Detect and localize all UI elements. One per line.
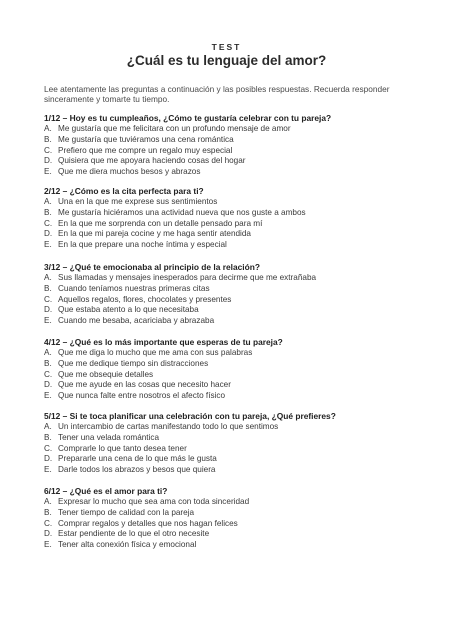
option-letter: A. (44, 273, 52, 282)
option-letter: A. (44, 197, 52, 206)
option-text: Comprar regalos y detalles que nos hagan felices (58, 518, 238, 528)
page-title: ¿Cuál es tu lenguaje del amor? (126, 53, 327, 68)
question-block (44, 337, 424, 402)
option-letter: A. (44, 497, 52, 506)
option-text: Aquellos regalos, flores, chocolates y presentes (58, 294, 232, 304)
answer-option (44, 305, 424, 316)
option-letter: B. (44, 432, 52, 442)
option-letter: B. (44, 358, 52, 368)
option-text: Me gustaría que me felicitara con un profundo mensaje de amor (58, 124, 291, 133)
option-text: En la que prepare una noche íntima y especial (58, 240, 227, 250)
option-letter: B. (44, 207, 52, 217)
option-text: Prefiero que me compre un regalo muy especial (58, 145, 233, 155)
answer-option (44, 295, 424, 306)
option-letter: D. (44, 454, 53, 464)
question-title: 4/12 – ¿Qué es lo más importante que esperas de tu pareja? (44, 337, 283, 347)
option-text: Que me ayude en las cosas que necesito hacer (58, 380, 231, 390)
answer-option (44, 208, 424, 219)
question-block (44, 486, 424, 551)
answer-option (44, 359, 424, 370)
option-letter: B. (44, 134, 52, 144)
question-title: 6/12 – ¿Qué es el amor para ti? (44, 486, 168, 496)
answer-option (44, 454, 424, 465)
answer-option (44, 444, 424, 455)
answer-option (44, 465, 424, 476)
question-block (44, 186, 424, 251)
question-title: 1/12 – Hoy es tu cumpleaños, ¿Cómo te gustaría celebrar con tu pareja? (44, 113, 332, 123)
option-letter: A. (44, 422, 52, 431)
answer-option (44, 197, 424, 208)
option-text: Sus llamadas y mensajes inesperados para decirme que me extrañaba (58, 273, 317, 282)
answer-option (44, 156, 424, 167)
answer-option (44, 433, 424, 444)
question-block (44, 113, 424, 178)
answer-option (44, 380, 424, 391)
option-letter: E. (44, 391, 52, 401)
answer-option (44, 529, 424, 540)
option-text: Cuando teníamos nuestras primeras citas (58, 283, 210, 293)
option-letter: A. (44, 124, 52, 133)
answer-option (44, 167, 424, 178)
answer-option (44, 124, 424, 135)
option-letter: C. (44, 218, 53, 228)
option-text: Que me dedique tiempo sin distracciones (58, 358, 209, 368)
option-letter: B. (44, 283, 52, 293)
answer-option (44, 229, 424, 240)
option-letter: C. (44, 443, 53, 453)
option-text: Tener una velada romántica (58, 432, 160, 442)
answer-option (44, 219, 424, 230)
option-letter: C. (44, 518, 53, 528)
answer-option (44, 284, 424, 295)
option-letter: E. (44, 167, 52, 177)
option-text: Comprarle lo que tanto desea tener (58, 443, 187, 453)
option-letter: C. (44, 369, 53, 379)
option-text: Que me diera muchos besos y abrazos (58, 167, 201, 177)
answer-option (44, 370, 424, 381)
question-block (44, 411, 424, 476)
option-text: Que me obsequie detalles (58, 369, 154, 379)
option-text: Estar pendiente de lo que el otro necesite (58, 529, 210, 539)
intro-text: Lee atentamente las preguntas a continuación y las posibles respuestas. Recuerda responder sinceramente y tomarte tu tiempo. (44, 84, 390, 104)
option-letter: D. (44, 380, 53, 390)
option-text: Que me diga lo mucho que me ama con sus palabras (58, 348, 253, 357)
option-letter: E. (44, 240, 52, 250)
option-text: Prepararle una cena de lo que más le gusta (58, 454, 217, 464)
option-letter: A. (44, 348, 52, 357)
option-letter: C. (44, 145, 53, 155)
answer-option (44, 391, 424, 402)
option-letter: B. (44, 507, 52, 517)
answer-option (44, 519, 424, 530)
answer-option (44, 146, 424, 157)
answer-option (44, 540, 424, 551)
answer-option (44, 422, 424, 433)
option-letter: E. (44, 540, 52, 550)
option-text: Tener tiempo de calidad con la pareja (58, 507, 195, 517)
answer-option (44, 497, 424, 508)
option-letter: E. (44, 316, 52, 326)
option-text: Me gustaría que tuviéramos una cena romántica (58, 134, 234, 144)
answer-option (44, 273, 424, 284)
option-text: En la que mi pareja cocine y me haga sentir atendida (58, 229, 251, 239)
option-letter: D. (44, 229, 53, 239)
option-letter: E. (44, 465, 52, 475)
question-title: 2/12 – ¿Cómo es la cita perfecta para ti? (44, 186, 204, 196)
question-title: 3/12 – ¿Qué te emocionaba al principio de la relación? (44, 262, 260, 272)
answer-option (44, 316, 424, 327)
option-letter: C. (44, 294, 53, 304)
option-letter: D. (44, 305, 53, 315)
option-text: Me gustaría hiciéramos una actividad nueva que nos guste a ambos (58, 207, 306, 217)
option-text: Darle todos los abrazos y besos que quiera (58, 465, 216, 475)
question-block (44, 262, 424, 327)
option-letter: D. (44, 156, 53, 166)
option-text: Tener alta conexión física y emocional (58, 540, 197, 550)
option-letter: D. (44, 529, 53, 539)
answer-option (44, 508, 424, 519)
answer-option (44, 135, 424, 146)
option-text: Un intercambio de cartas manifestando todo lo que sentimos (58, 422, 279, 431)
option-text: Una en la que me exprese sus sentimientos (58, 197, 218, 206)
answer-option (44, 348, 424, 359)
option-text: Cuando me besaba, acariciaba y abrazaba (58, 316, 215, 326)
option-text: Quisiera que me apoyara haciendo cosas del hogar (58, 156, 246, 166)
option-text: Que nunca falte entre nosotros el afecto físico (58, 391, 226, 401)
answer-option (44, 240, 424, 251)
question-title: 5/12 – Si te toca planificar una celebración con tu pareja, ¿Qué prefieres? (44, 411, 336, 421)
option-text: En la que me sorprenda con un detalle pensado para mí (58, 218, 263, 228)
option-text: Expresar lo mucho que sea ama con toda sinceridad (58, 497, 250, 506)
test-kicker: TEST (211, 42, 242, 52)
option-text: Que estaba atento a lo que necesitaba (58, 305, 199, 315)
